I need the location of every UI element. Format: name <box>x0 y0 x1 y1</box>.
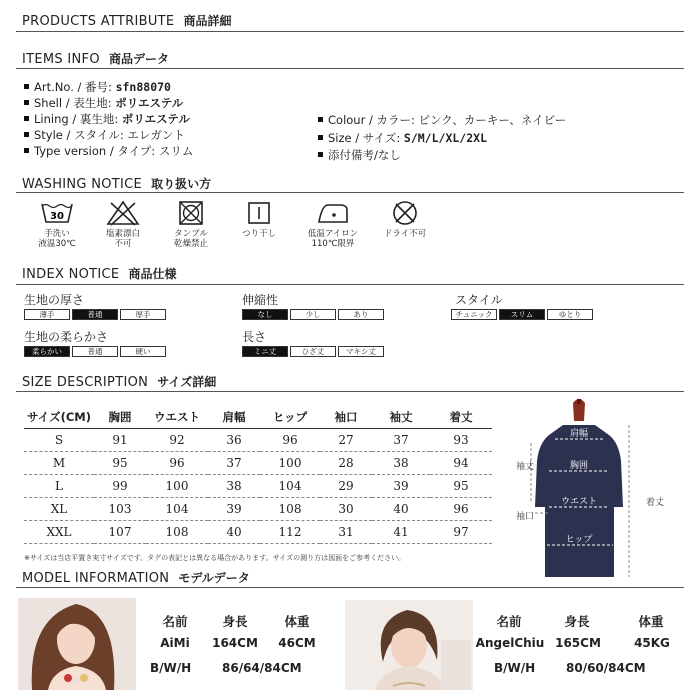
size-cell: 96 <box>146 451 208 474</box>
size-cell: 39 <box>208 497 260 520</box>
model-information-title: MODEL INFORMATION <box>22 571 170 586</box>
no-bleach-icon <box>106 200 140 226</box>
size-cell: 36 <box>208 428 260 451</box>
model-header-name-2: 名前 <box>496 614 522 629</box>
info-remarks: 添付備考/なし <box>318 147 401 163</box>
chips-softness <box>24 346 166 357</box>
chip-softness-0: 柔らかい <box>24 346 70 357</box>
model-weight-2: 45KG <box>634 636 670 650</box>
info-lining: Lining / 裏生地: ポリエステル <box>24 111 190 127</box>
size-cell: 29 <box>320 474 372 497</box>
products-attribute-title: PRODUCTS ATTRIBUTE <box>22 14 175 29</box>
size-cell: 95 <box>94 451 146 474</box>
model-photo-1 <box>18 598 136 690</box>
chip-thickness-1: 普通 <box>72 309 118 320</box>
wash-item-bleach: 塩素漂白 不可 <box>88 200 158 249</box>
size-header: 胸囲 <box>108 409 132 424</box>
table-row <box>24 497 492 520</box>
index-label-length: 長さ <box>242 330 267 344</box>
info-size: Size / サイズ: S/M/L/XL/2XL <box>318 130 487 146</box>
diagram-chest: 胸囲 <box>569 461 589 471</box>
model-portrait-1 <box>18 598 136 690</box>
size-cell: 41 <box>372 520 430 543</box>
low-iron-icon <box>316 200 350 226</box>
diagram-length: 着丈 <box>645 498 665 508</box>
hand-wash-30-icon <box>40 200 74 226</box>
size-description-title-jp: サイズ詳細 <box>157 375 217 389</box>
size-cell: XXL <box>24 520 94 543</box>
chip-length-2: マキシ丈 <box>338 346 384 357</box>
size-cell: 38 <box>208 474 260 497</box>
model-portrait-2 <box>345 600 473 690</box>
washing-notice-title-jp: 取り扱い方 <box>151 177 212 191</box>
chip-thickness-2: 厚手 <box>120 309 166 320</box>
dress-sleeve-left <box>535 435 551 507</box>
diagram-sleeve: 袖丈 <box>515 462 535 472</box>
dress-diagram <box>505 395 685 585</box>
chip-stretch-1: 少し <box>290 309 336 320</box>
washing-notice-title: WASHING NOTICE <box>22 177 143 192</box>
size-cell: 104 <box>260 474 320 497</box>
model-bwh-label-2: B/W/H <box>494 661 536 675</box>
size-note: ※サイズは当店平置き実寸サイズです。タグの表記とは異なる場合があります。サイズの測り方は図面をご参考ください。 <box>24 554 406 562</box>
model-bwh-2: 80/60/84CM <box>566 661 646 675</box>
chip-style-2: ゆとり <box>547 309 593 320</box>
size-cell: 108 <box>260 497 320 520</box>
chip-length-0: ミニ丈 <box>242 346 288 357</box>
size-cell: 39 <box>372 474 430 497</box>
size-header: 袖丈 <box>389 409 413 424</box>
index-label-stretch: 伸縮性 <box>242 293 279 307</box>
chip-style-1: スリム <box>499 309 545 320</box>
table-row <box>24 428 492 451</box>
model-photo-2 <box>345 600 473 690</box>
model-height-2: 165CM <box>555 636 601 650</box>
wash-item-hand: 30 手洗い 液温30℃ <box>22 200 92 249</box>
table-row <box>24 451 492 474</box>
diagram-waist: ウエスト <box>560 497 598 507</box>
diagram-shoulder: 肩幅 <box>569 429 589 439</box>
size-cell: 38 <box>372 451 430 474</box>
size-cell: 100 <box>146 474 208 497</box>
model-header-name-1: 名前 <box>162 614 188 629</box>
size-cell: 103 <box>94 497 146 520</box>
size-cell: 94 <box>430 451 492 474</box>
size-cell: XL <box>24 497 94 520</box>
table-row <box>24 474 492 497</box>
chip-stretch-2: あり <box>338 309 384 320</box>
model-header-height-2: 身長 <box>564 614 590 629</box>
model-header-weight-2: 体重 <box>638 614 664 629</box>
chip-thickness-0: 薄手 <box>24 309 70 320</box>
chip-length-1: ひざ丈 <box>290 346 336 357</box>
model-bwh-1: 86/64/84CM <box>222 661 302 675</box>
chip-softness-2: 硬い <box>120 346 166 357</box>
size-header: 袖口 <box>334 409 358 424</box>
chip-stretch-0: なし <box>242 309 288 320</box>
size-cell: 40 <box>372 497 430 520</box>
index-notice-title: INDEX NOTICE <box>22 267 120 282</box>
diagram-hip: ヒップ <box>565 535 593 545</box>
size-cell: 104 <box>146 497 208 520</box>
line-dry-icon <box>242 200 276 226</box>
size-cell: 37 <box>372 428 430 451</box>
model-bwh-label-1: B/W/H <box>150 661 192 675</box>
no-tumble-dry-icon <box>174 200 208 226</box>
size-cell: M <box>24 451 94 474</box>
model-height-1: 164CM <box>212 636 258 650</box>
info-colour: Colour / カラー: ピンク、カーキー、ネイビー <box>318 112 566 128</box>
size-cell: 95 <box>430 474 492 497</box>
svg-text:30: 30 <box>50 211 64 222</box>
chip-style-0: チュニック <box>451 309 497 320</box>
wash-item-iron: 低温アイロン 110℃限界 <box>298 200 368 249</box>
chip-softness-1: 普通 <box>72 346 118 357</box>
model-weight-1: 46CM <box>278 636 316 650</box>
size-cell: 27 <box>320 428 372 451</box>
index-label-softness: 生地の柔らかさ <box>24 330 109 344</box>
info-type-version: Type version / タイプ: スリム <box>24 143 193 159</box>
dress-sleeve-right <box>607 435 623 507</box>
size-cell: 40 <box>208 520 260 543</box>
model-header-weight-1: 体重 <box>284 614 310 629</box>
items-info-title: ITEMS INFO <box>22 52 100 67</box>
size-cell: L <box>24 474 94 497</box>
info-art-no: Art.No. / 番号: sfn88070 <box>24 79 171 95</box>
size-cell: 31 <box>320 520 372 543</box>
model-header-height-1: 身長 <box>222 614 248 629</box>
size-cell: 97 <box>430 520 492 543</box>
wash-item-tumble: タンブル 乾燥禁止 <box>156 200 226 249</box>
chips-style <box>451 309 593 320</box>
size-cell: 92 <box>146 428 208 451</box>
no-dry-clean-icon <box>388 200 422 226</box>
info-shell: Shell / 表生地: ポリエステル <box>24 95 183 111</box>
size-header: 肩幅 <box>222 409 246 424</box>
size-cell: 96 <box>260 428 320 451</box>
chips-stretch <box>242 309 384 320</box>
chips-length <box>242 346 384 357</box>
info-style: Style / スタイル: エレガント <box>24 127 185 143</box>
index-notice-title-jp: 商品仕様 <box>128 267 177 281</box>
size-cell: 91 <box>94 428 146 451</box>
size-table-header-row <box>24 406 492 428</box>
items-info-title-jp: 商品データ <box>108 52 169 66</box>
chips-thickness <box>24 309 166 320</box>
size-cell: 108 <box>146 520 208 543</box>
size-description-title: SIZE DESCRIPTION <box>22 375 149 390</box>
size-cell: 37 <box>208 451 260 474</box>
size-cell: 100 <box>260 451 320 474</box>
size-cell: 30 <box>320 497 372 520</box>
model-name-2: AngelChiu <box>475 636 545 650</box>
model-name-1: AiMi <box>160 636 190 650</box>
size-header: ウエスト <box>154 409 200 424</box>
model-information-title-jp: モデルデータ <box>178 571 250 585</box>
wash-item-dry-clean: ドライ不可 <box>370 200 440 239</box>
diagram-cuff: 袖口 <box>515 512 535 522</box>
size-header: 着丈 <box>449 409 473 424</box>
size-cell: 99 <box>94 474 146 497</box>
index-label-style: スタイル <box>455 293 503 307</box>
wash-item-line-dry: つり干し <box>224 200 294 239</box>
size-cell: 107 <box>94 520 146 543</box>
size-cell: 96 <box>430 497 492 520</box>
size-cell: 93 <box>430 428 492 451</box>
size-cell: S <box>24 428 94 451</box>
size-table <box>24 406 492 544</box>
size-header: サイズ(CM) <box>27 409 91 424</box>
table-row <box>24 520 492 543</box>
size-cell: 28 <box>320 451 372 474</box>
products-attribute-title-jp: 商品詳細 <box>183 14 232 28</box>
index-label-thickness: 生地の厚さ <box>24 293 85 307</box>
size-header: ヒップ <box>272 409 308 424</box>
size-cell: 112 <box>260 520 320 543</box>
